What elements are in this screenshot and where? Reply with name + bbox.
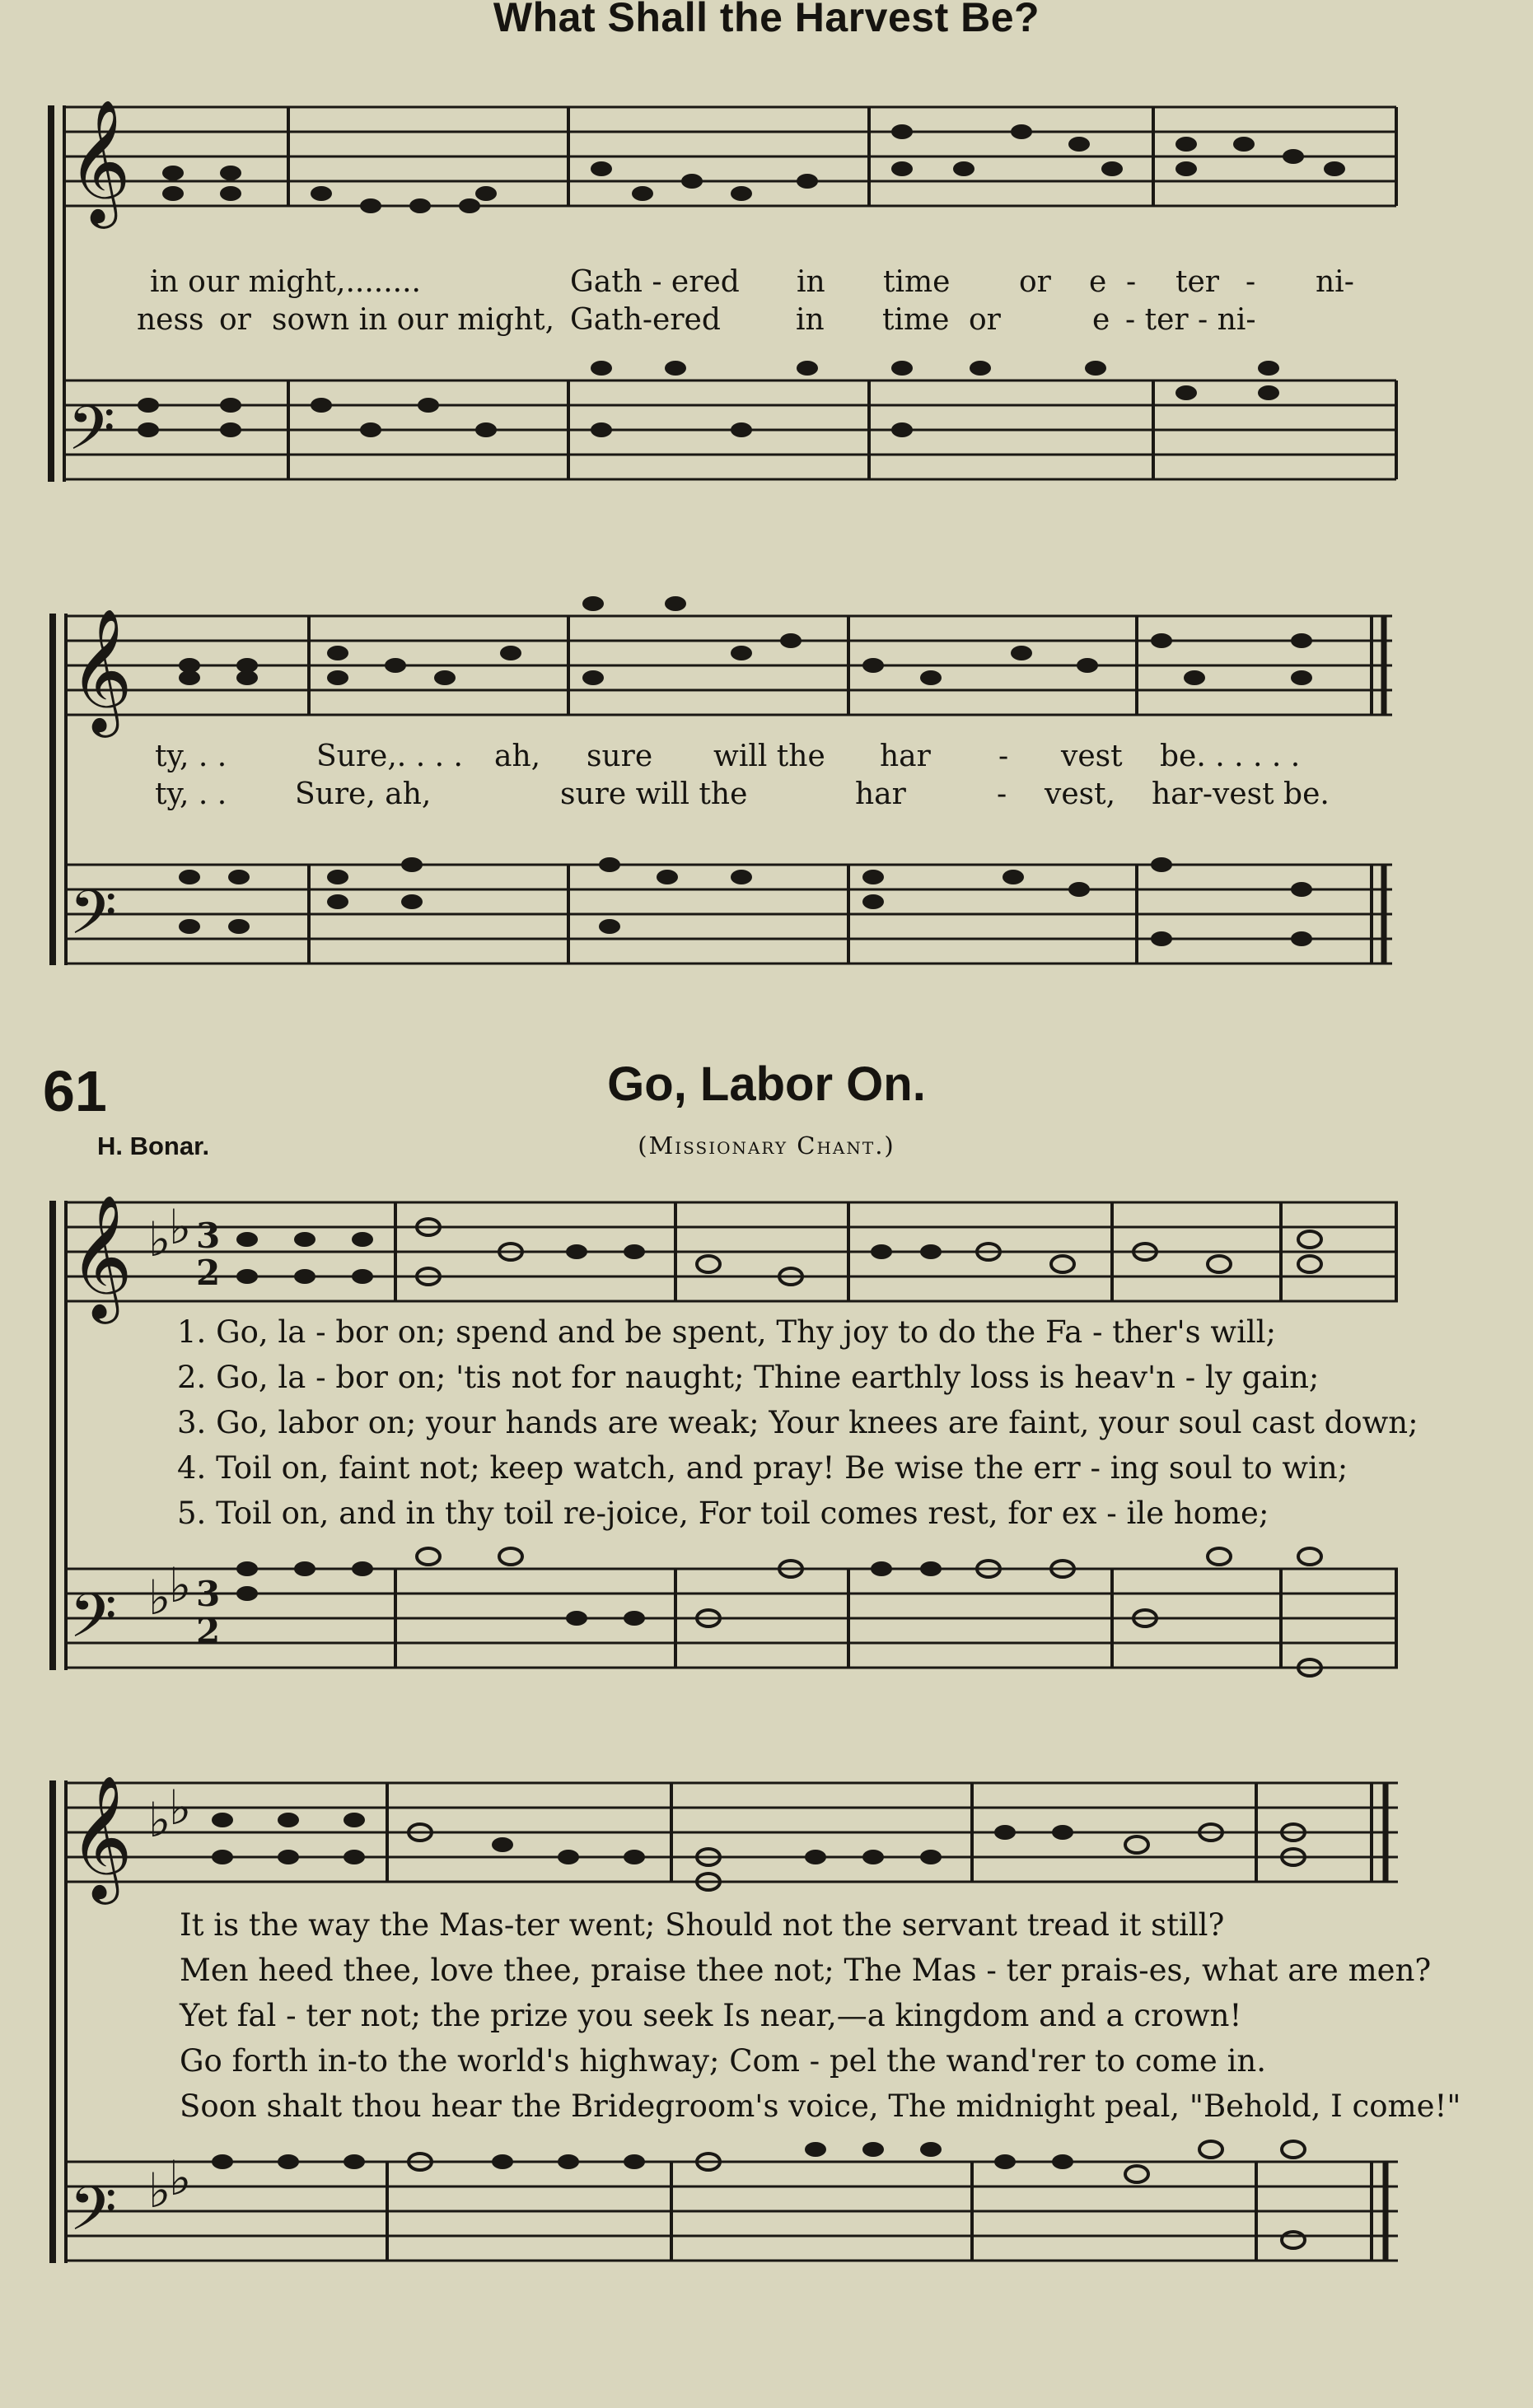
bass-clef-icon: 𝄢 [68, 393, 115, 479]
hymn-number: 61 [43, 1059, 107, 1123]
flat-icon: ♭ [148, 1792, 171, 1848]
lyric-line-3: ty, . . Sure,. . . . ah, sure will the har - vest be. . . . . . [155, 740, 1301, 773]
song-title-harvest: What Shall the Harvest Be? [493, 0, 1040, 40]
flat-icon: ♭ [169, 2150, 192, 2206]
lyric-line-4: ty, . . Sure, ah, sure will the har - vest, har-vest be. [155, 777, 1330, 811]
treble-clef-icon: 𝄞 [68, 98, 131, 223]
bass-clef-icon: 𝄢 [69, 2173, 117, 2260]
flat-icon: ♭ [169, 1780, 192, 1836]
treble-clef-icon: 𝄞 [69, 1193, 133, 1318]
lyric-line-2: ness or sown in our might, Gath-ered in time or e - ter - ni- [137, 303, 1256, 337]
flat-icon: ♭ [169, 1199, 192, 1255]
bass-clef-icon: 𝄢 [69, 877, 117, 964]
verse-3-part-b: Yet fal - ter not; the prize you seek Is near,—a kingdom and a crown! [180, 1998, 1242, 2033]
lyric-line-1: in our might,........ Gath - ered in time or e - ter - ni- [150, 265, 1354, 299]
verse-4-part-a: 4. Toil on, faint not; keep watch, and pray! Be wise the err - ing soul to win; [177, 1450, 1348, 1486]
verse-5-part-a: 5. Toil on, and in thy toil re-joice, For toil comes rest, for ex - ile home; [177, 1496, 1269, 1531]
verse-2-part-b: Men heed thee, love thee, praise thee not; The Mas - ter prais-es, what are men? [180, 1953, 1432, 1988]
time-sig-top: 3 [196, 1216, 221, 1256]
verse-4-part-b: Go forth in-to the world's highway; Com - pel the wand'rer to come in. [180, 2043, 1266, 2079]
time-sig-bottom: 2 [196, 1611, 221, 1651]
treble-clef-icon: 𝄞 [69, 607, 133, 732]
verse-5-part-b: Soon shalt thou hear the Bridegroom's voice, The midnight peal, "Behold, I come!" [180, 2088, 1461, 2124]
flat-icon: ♭ [148, 2163, 171, 2219]
flat-icon: ♭ [169, 1557, 192, 1613]
verse-3-part-a: 3. Go, labor on; your hands are weak; Your knees are faint, your soul cast down; [177, 1405, 1418, 1440]
flat-icon: ♭ [148, 1211, 171, 1267]
time-sig-bottom: 2 [196, 1253, 221, 1293]
verse-2-part-a: 2. Go, la - bor on; 'tis not for naught; Thine earthly loss is heav'n - ly gain; [177, 1360, 1320, 1395]
treble-clef-icon: 𝄞 [69, 1774, 133, 1899]
verse-1-part-a: 1. Go, la - bor on; spend and be spent, Thy joy to do the Fa - ther's will; [177, 1314, 1277, 1350]
flat-icon: ♭ [148, 1570, 171, 1626]
hymn-title: Go, Labor On. [607, 1057, 926, 1111]
verse-1-part-b: It is the way the Mas-ter went; Should not the servant tread it still? [180, 1907, 1225, 1943]
bass-clef-icon: 𝄢 [69, 1580, 117, 1667]
hymn-author: H. Bonar. [97, 1132, 210, 1160]
hymn-tune-name: (Missionary Chant.) [638, 1132, 895, 1160]
time-sig-top: 3 [196, 1574, 221, 1614]
